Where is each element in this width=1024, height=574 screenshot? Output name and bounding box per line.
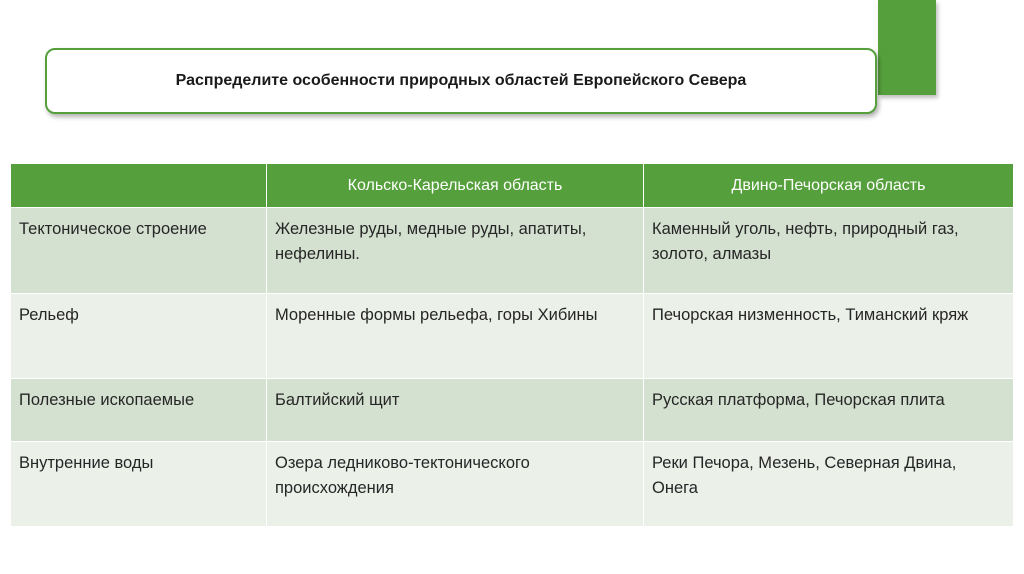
table-cell: Печорская низменность, Тиманский кряж	[644, 294, 1014, 379]
title-box	[45, 48, 877, 114]
table-cell: Озера ледниково-тектонического происхождения	[267, 442, 644, 527]
table-cell: Каменный уголь, нефть, природный газ, золото, алмазы	[644, 208, 1014, 294]
row-label: Внутренние воды	[11, 442, 267, 527]
comparison-table	[10, 163, 1014, 527]
table-cell: Русская платформа, Печорская плита	[644, 379, 1014, 442]
table-cell: Балтийский щит	[267, 379, 644, 442]
header-cell-kola-karelian: Кольско-Карельская область	[267, 164, 644, 208]
row-label: Рельеф	[11, 294, 267, 379]
table-header-row	[11, 164, 1014, 208]
table-row	[11, 442, 1014, 527]
table-row	[11, 294, 1014, 379]
header-cell-empty	[11, 164, 267, 208]
header-cell-dvina-pechora: Двино-Печорская область	[644, 164, 1014, 208]
table-cell: Железные руды, медные руды, апатиты, нефелины.	[267, 208, 644, 294]
page-title: Распределите особенности природных областей Европейского Севера	[175, 72, 747, 89]
table-cell: Моренные формы рельефа, горы Хибины	[267, 294, 644, 379]
table-row	[11, 379, 1014, 442]
table-cell: Реки Печора, Мезень, Северная Двина, Онега	[644, 442, 1014, 527]
row-label: Полезные ископаемые	[11, 379, 267, 442]
table-row	[11, 208, 1014, 294]
decorative-green-bar	[878, 0, 936, 95]
row-label: Тектоническое строение	[11, 208, 267, 294]
